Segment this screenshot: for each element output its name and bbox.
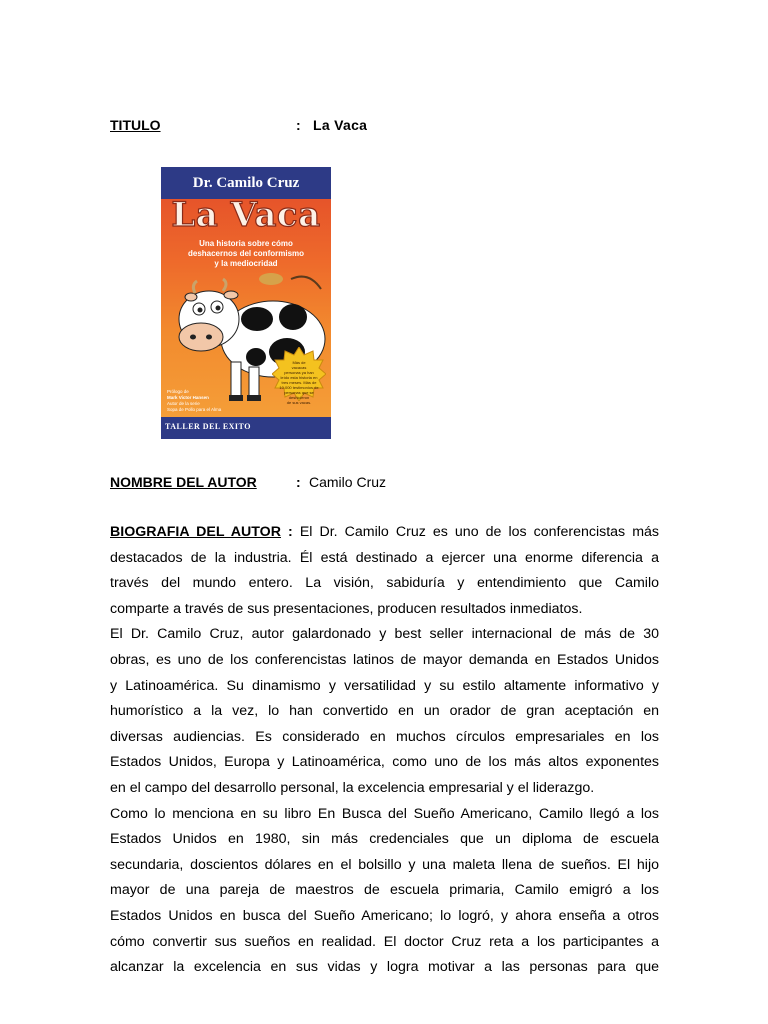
bio-label: BIOGRAFIA DEL AUTOR (110, 524, 281, 540)
bio-line: en el campo del desarrollo personal, la excelencia empresarial y el liderazgo. (110, 779, 595, 796)
bio-line: cómo convertir sus sueños en realidad. El doctor Cruz reta a los participantes a (110, 933, 659, 950)
bio-line: alcanzar la excelencia en sus vidas y logra motivar a las personas para que (110, 959, 659, 976)
title-colon: : (296, 117, 301, 133)
bio-line: Estados Unidos, Europa y Latinoamérica, como uno de los más altos exponentes (110, 754, 659, 771)
author-colon: : (296, 474, 301, 490)
book-cover-image (161, 167, 331, 439)
bio-line: El Dr. Camilo Cruz, autor galardonado y best seller internacional de más de 30 (110, 626, 659, 643)
cover-badge-text (277, 360, 321, 405)
bio-line: Como lo menciona en su libro En Busca del Sueño Americano, Camilo llegó a los (110, 805, 659, 822)
bio-line: comparte a través de sus presentaciones, producen resultados inmediatos. (110, 600, 583, 617)
cover-publisher: TALLER DEL EXITO (165, 422, 251, 431)
badge-line: 10.000 testimonios de (279, 385, 319, 390)
badge-line: personas ya han (284, 370, 314, 375)
bio-line: obras, es uno de los conferencistas latinos de mayor demanda en Estados Unidos (110, 651, 659, 668)
foreword-line: Prólogo de (167, 389, 189, 394)
cover-foreword (167, 389, 237, 413)
cover-author: Dr. Camilo Cruz (192, 175, 300, 191)
author-label: NOMBRE DEL AUTOR (110, 474, 257, 490)
badge-line: personas que se (284, 390, 314, 395)
bio-line: humorístico a la vez, lo han convertido en un orador de gran aceptación en (110, 703, 659, 720)
bio-line: diversas audiencias. Es considerado en muchos círculos empresariales en los (110, 728, 659, 745)
badge-line: tres meses. Más de (281, 380, 317, 385)
badge-line: de sus vacas. (286, 400, 312, 405)
bio-line: secundaria, doscientos dólares en el bolsillo y una maleta llena de sueños. El hijo (110, 856, 659, 873)
cover-subtitle-line: deshacernos del conformismo (187, 249, 305, 258)
bio-colon: : (288, 524, 293, 540)
badge-line: deshicieron (288, 395, 310, 400)
bio-line: destacados de la industria. Él está destinado a ejercer una enorme diferencia a (110, 549, 659, 566)
cover-title: La Vaca (171, 195, 321, 235)
bio-line: través del mundo entero. La visión, sabiduría y entendimiento que Camilo (110, 575, 659, 592)
author-biography (110, 520, 659, 981)
bio-line: y Latinoamérica. Su dinamismo y versatilidad y su estilo altamente informativo y (110, 677, 659, 694)
bio-line-text: El Dr. Camilo Cruz es uno de los conferencistas más (292, 524, 660, 540)
badge-line: Más de (292, 360, 306, 365)
bio-line: Estados Unidos en 1980, sin más credenciales que un diploma de escuela (110, 831, 659, 848)
bio-line: mayor de una pareja de maestros de escuela primaria, Camilo emigró a los (110, 882, 659, 899)
cover-subtitle-line: Una historia sobre cómo (199, 239, 293, 248)
cover-subtitle-line: y la mediocridad (214, 259, 278, 268)
title-label: TITULO (110, 117, 161, 133)
bio-line: Estados Unidos en busca del Sueño Americano; lo logró, y ahora enseña a otros (110, 907, 659, 924)
badge-line: leído esta historia en (280, 375, 318, 380)
foreword-line: Mark Victor Hansen (167, 395, 209, 400)
foreword-line: Sopa de Pollo para el Alma (167, 407, 222, 412)
bio-line (110, 520, 659, 546)
author-value: Camilo Cruz (309, 474, 387, 490)
title-value: La Vaca (313, 117, 368, 133)
badge-line: vacacas (291, 365, 307, 370)
foreword-line: Autor de la serie (167, 401, 200, 406)
